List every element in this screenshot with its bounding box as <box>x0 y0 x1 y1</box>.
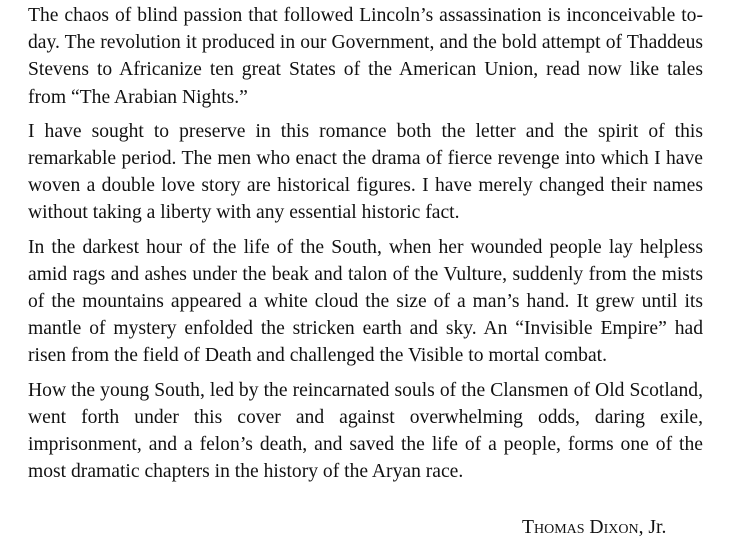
author-name: Thomas Dixon <box>522 517 639 538</box>
author-suffix: , Jr. <box>638 517 667 538</box>
paragraph-4: How the young South, led by the reincarnated souls of the Clansmen of Old Scotland, went forth under this cover and against overwhelming odds, daring exile, imprisonment, and a felon’s death, and saved the life of a people, forms one of the most dramatic chapters in the history of the Aryan race. <box>28 379 703 483</box>
paragraph-3: In the darkest hour of the life of the South, when her wounded people lay helpless amid rags and ashes under the beak and talon of the Vulture, suddenly from the mists of the mountains appeared a white cloud the size of a man’s hand. It grew until its mantle of mystery enfolded the stricken earth and sky. An “Invisible Empire” had risen from the field of Death and challenged the Visible to mortal combat. <box>28 236 703 367</box>
author-signature <box>522 514 666 541</box>
paragraph-1: The chaos of blind passion that followed Lincoln’s assassination is inconceivable to-day. The revolution it produced in our Government, and the bold attempt of Thaddeus Stevens to Africanize ten great States of the American Union, read now like tales from “The Arabian Nights.” <box>28 5 703 108</box>
paragraph-2: I have sought to preserve in this romance both the letter and the spirit of this remarkable period. The men who enact the drama of fierce revenge into which I have woven a double love story are historical figures. I have merely changed their names without taking a liberty with any essential historic fact. <box>28 120 703 224</box>
document-body <box>28 2 703 492</box>
